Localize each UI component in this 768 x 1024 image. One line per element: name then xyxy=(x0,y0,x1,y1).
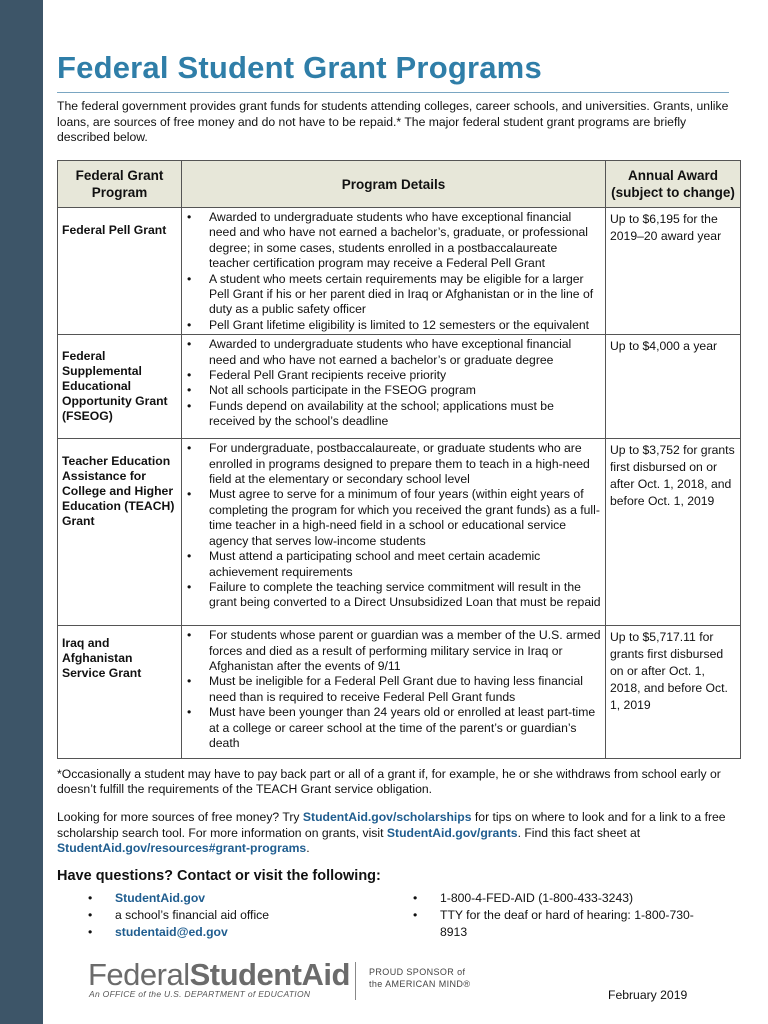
scholarships-link[interactable]: StudentAid.gov/scholarships xyxy=(302,810,472,824)
header-award: Annual Award (subject to change) xyxy=(606,161,741,208)
more-info-paragraph xyxy=(57,810,737,857)
page-title: Federal Student Grant Programs xyxy=(57,50,542,85)
annual-award: Up to $6,195 for the 2019–20 award year xyxy=(606,208,741,335)
contact-item-tty: • TTY for the deaf or hard of hearing: 1-800-730-8913 xyxy=(413,907,713,941)
detail-item: • Awarded to undergraduate students who have exceptional financial need and who have not earned a bachelor’s or graduate degree xyxy=(184,337,601,368)
logo-divider xyxy=(355,962,356,1000)
more-info-text: . xyxy=(306,841,310,855)
table-row xyxy=(58,626,741,759)
program-name: Federal Pell Grant xyxy=(58,208,182,335)
contact-heading: Have questions? Contact or visit the following: xyxy=(57,868,381,884)
annual-award: Up to $4,000 a year xyxy=(606,335,741,439)
table-header-row xyxy=(58,161,741,208)
program-name: Iraq and Afghanistan Service Grant xyxy=(58,626,182,759)
detail-item: • Must have been younger than 24 years old or enrolled at least part-time at a college or career school at the time of the parent’s or guardian’s death xyxy=(184,705,601,751)
detail-item: • Must agree to serve for a minimum of four years (within eight years of completing the program for which you received the grant funds) as a full-time teacher in a high-need field in a school or educational service agency that serves low-income students xyxy=(184,487,601,549)
detail-item: • Funds depend on availability at the school; applications must be received by the school’s deadline xyxy=(184,399,601,430)
fact-sheet-link[interactable]: StudentAid.gov/resources#grant-programs xyxy=(57,841,307,855)
footnote: *Occasionally a student may have to pay back part or all of a grant if, for example, he or she withdraws from school early or doesn’t fulfill the requirements of the TEACH Grant service obligation. xyxy=(57,767,721,796)
sponsor-line: the AMERICAN MIND® xyxy=(369,979,471,989)
title-divider xyxy=(57,92,729,93)
detail-item: • Failure to complete the teaching service commitment will result in the grant being converted to a Direct Unsubsidized Loan that must be repaid xyxy=(184,580,601,611)
program-details xyxy=(182,439,606,626)
program-details xyxy=(182,626,606,759)
logo-tagline: An OFFICE of the U.S. DEPARTMENT of EDUCATION xyxy=(89,989,311,999)
studentaid-link[interactable]: StudentAid.gov xyxy=(115,891,206,905)
program-details xyxy=(182,335,606,439)
detail-item: • Not all schools participate in the FSEOG program xyxy=(184,383,601,398)
program-details xyxy=(182,208,606,335)
program-name: Federal Supplemental Educational Opportunity Grant (FSEOG) xyxy=(58,335,182,439)
table-row xyxy=(58,335,741,439)
federal-student-aid-logo xyxy=(88,957,350,993)
contact-item-website xyxy=(88,890,368,907)
intro-paragraph: The federal government provides grant funds for students attending colleges, career schools, and universities. Grants, unlike loans, are sources of free money and do not have to be repaid.* The major federal student grant programs are briefly described below. xyxy=(57,99,729,144)
contact-list-left xyxy=(88,890,368,941)
more-info-text: for tips on where to look and for a link to a free scholarship search tool. For more information on grants, visit xyxy=(57,810,726,840)
program-name: Teacher Education Assistance for College and Higher Education (TEACH) Grant xyxy=(58,439,182,626)
publication-date: February 2019 xyxy=(608,988,688,1002)
contact-list-right xyxy=(413,890,713,941)
contact-item-office xyxy=(88,907,368,924)
detail-item: • Must attend a participating school and meet certain academic achievement requirements xyxy=(184,549,601,580)
side-color-band xyxy=(0,0,43,1024)
more-info-text: . Find this fact sheet at xyxy=(517,825,641,840)
logo-word-federal: Federal xyxy=(88,957,190,992)
email-link[interactable]: studentaid@ed.gov xyxy=(115,925,228,939)
sponsor-line: PROUD SPONSOR of xyxy=(369,967,466,977)
more-info-text: Looking for more sources of free money? Try xyxy=(57,810,303,824)
detail-item: • For undergraduate, postbaccalaureate, or graduate students who are enrolled in programs designed to prepare them to teach in a high-need field at the elementary or secondary school level xyxy=(184,441,601,487)
header-details: Program Details xyxy=(182,161,606,208)
grant-programs-table xyxy=(57,160,741,759)
detail-item: • Awarded to undergraduate students who have exceptional financial need and who have not earned a bachelor’s, graduate, or professional degree; in some cases, students enrolled in a postbaccalaureate teacher certification program may receive a Federal Pell Grant xyxy=(184,210,601,272)
table-row xyxy=(58,439,741,626)
detail-item: • For students whose parent or guardian was a member of the U.S. armed forces and died as a result of performing military service in Iraq or Afghanistan after the events of 9/11 xyxy=(184,628,601,674)
contact-item-email xyxy=(88,924,368,941)
detail-item: • Pell Grant lifetime eligibility is limited to 12 semesters or the equivalent xyxy=(184,318,601,333)
contact-item-text: a school’s financial aid office xyxy=(115,908,270,922)
table-row xyxy=(58,208,741,335)
logo-word-studentaid: StudentAid xyxy=(189,957,350,992)
detail-item: • Federal Pell Grant recipients receive priority xyxy=(184,368,601,383)
sponsor-text xyxy=(369,966,470,990)
contact-item-phone: • 1-800-4-FED-AID (1-800-433-3243) xyxy=(413,890,713,907)
header-program: Federal Grant Program xyxy=(58,161,182,208)
grants-link[interactable]: StudentAid.gov/grants xyxy=(386,825,518,840)
detail-item: • Must be ineligible for a Federal Pell Grant due to having less financial need than is required to receive Federal Pell Grant funds xyxy=(184,674,601,705)
annual-award: Up to $5,717.11 for grants first disbursed on or after Oct. 1, 2018, and before Oct. 1, 2019 xyxy=(606,626,741,759)
detail-item: • A student who meets certain requirements may be eligible for a larger Pell Grant if his or her parent died in Iraq or Afghanistan or in the line of duty as a public safety officer xyxy=(184,272,601,318)
annual-award: Up to $3,752 for grants first disbursed on or after Oct. 1, 2018, and before Oct. 1, 2019 xyxy=(606,439,741,626)
